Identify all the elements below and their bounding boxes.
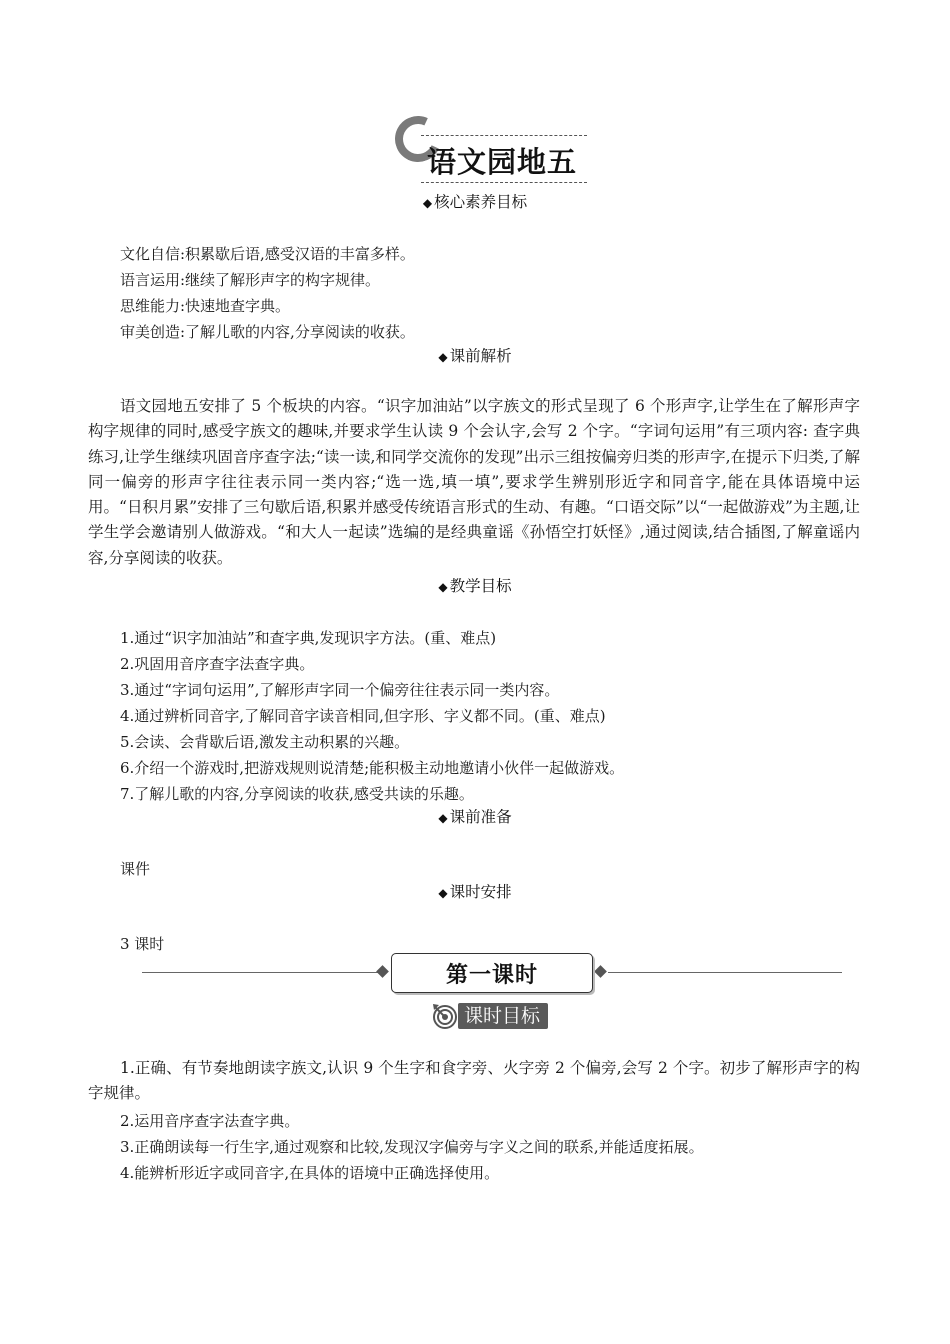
teaching-goal-item: 3.通过“字词句运用”,了解形声字同一个偏旁往往表示同一类内容。	[120, 681, 560, 699]
section-heading-teaching-goals: ◆ 教学目标	[438, 577, 512, 595]
section-heading-preparation: ◆ 课前准备	[438, 808, 512, 826]
core-goal-item: 思维能力:快速地查字典。	[120, 297, 291, 315]
teaching-goal-item: 4.通过辨析同音字,了解同音字读音相同,但字形、字义都不同。(重、难点)	[120, 707, 606, 725]
lesson-target-label: 课时目标	[458, 1003, 548, 1029]
banner-diamond-icon	[594, 965, 607, 978]
analysis-paragraph: 语文园地五安排了 5 个板块的内容。“识字加油站”以字族文的形式呈现了 6 个形声字,让学生在了解形声字构字规律的同时,感受字族文的趣味,并要求学生认读 9 个会认字,会写 2 个字。“字词句运用”有三项内容: 查字典练习,让学生继续巩固音序查字法;“读一读,和同学交流你的发现”出示三组按偏旁归类的形声字,在提示下归类,了解同一偏旁的形声字往往表示同一类内容;“选一选,填一填”,要求学生辨别形近字和同音字,能在具体语境中运用。“日积月累”安排了三句歇后语,积累并感受传统语言形式的生动、有趣。“口语交际”以“一起做游戏”为主题,让学生学会邀请别人做游戏。“和大人一起读”选编的是经典童谣《孙悟空打妖怪》,通过阅读,结合插图,了解童谣内容,分享阅读的收获。	[88, 397, 860, 567]
lesson-goal-item: 3.正确朗读每一行生字,通过观察和比较,发现汉字偏旁与字义之间的联系,并能适度拓展。	[120, 1138, 704, 1156]
schedule-text: 3 课时	[120, 935, 165, 953]
teaching-goal-item: 7.了解儿歌的内容,分享阅读的收获,感受共读的乐趣。	[120, 785, 474, 803]
section-heading-core-goals: ◆ 核心素养目标	[422, 193, 528, 211]
banner-diamond-icon	[376, 965, 389, 978]
lesson-goal-item: 2.运用音序查字法查字典。	[120, 1112, 300, 1130]
section-heading-schedule: ◆ 课时安排	[438, 883, 512, 901]
diamond-icon: ◆	[438, 350, 448, 364]
teaching-goal-item: 1.通过“识字加油站”和查字典,发现识字方法。(重、难点)	[120, 629, 497, 647]
diamond-icon: ◆	[438, 580, 448, 594]
banner-rule-right	[608, 972, 842, 973]
preparation-text: 课件	[120, 860, 151, 878]
lesson-banner-title: 第一课时	[445, 962, 538, 988]
banner-rule-left	[142, 972, 378, 973]
lesson-banner	[391, 953, 593, 993]
core-goal-item: 语言运用:继续了解形声字的构字规律。	[120, 271, 381, 289]
teaching-goal-item: 5.会读、会背歇后语,激发主动积累的兴趣。	[120, 733, 410, 751]
section-heading-analysis: ◆ 课前解析	[438, 347, 512, 365]
title-divider	[421, 182, 587, 183]
diamond-icon: ◆	[438, 811, 448, 825]
teaching-goal-item: 2.巩固用音序查字法查字典。	[120, 655, 315, 673]
lesson-goal-item: 4.能辨析形近字或同音字,在具体的语境中正确选择使用。	[120, 1164, 500, 1182]
lesson-goal-item: 1.正确、有节奏地朗读字族文,认识 9 个生字和食字旁、火字旁 2 个偏旁,会写 2 个字。初步了解形声字的构字规律。	[88, 1059, 860, 1103]
core-goal-item: 文化自信:积累歇后语,感受汉语的丰富多样。	[120, 245, 415, 263]
teaching-goal-item: 6.介绍一个游戏时,把游戏规则说清楚;能积极主动地邀请小伙伴一起做游戏。	[120, 759, 625, 777]
target-icon	[432, 1003, 458, 1029]
core-goal-item: 审美创造:了解儿歌的内容,分享阅读的收获。	[120, 323, 415, 341]
diamond-icon: ◆	[422, 196, 433, 210]
diamond-icon: ◆	[438, 886, 448, 900]
title-block	[395, 112, 595, 192]
page-title: 语文园地五	[427, 145, 578, 179]
title-divider	[421, 135, 587, 136]
